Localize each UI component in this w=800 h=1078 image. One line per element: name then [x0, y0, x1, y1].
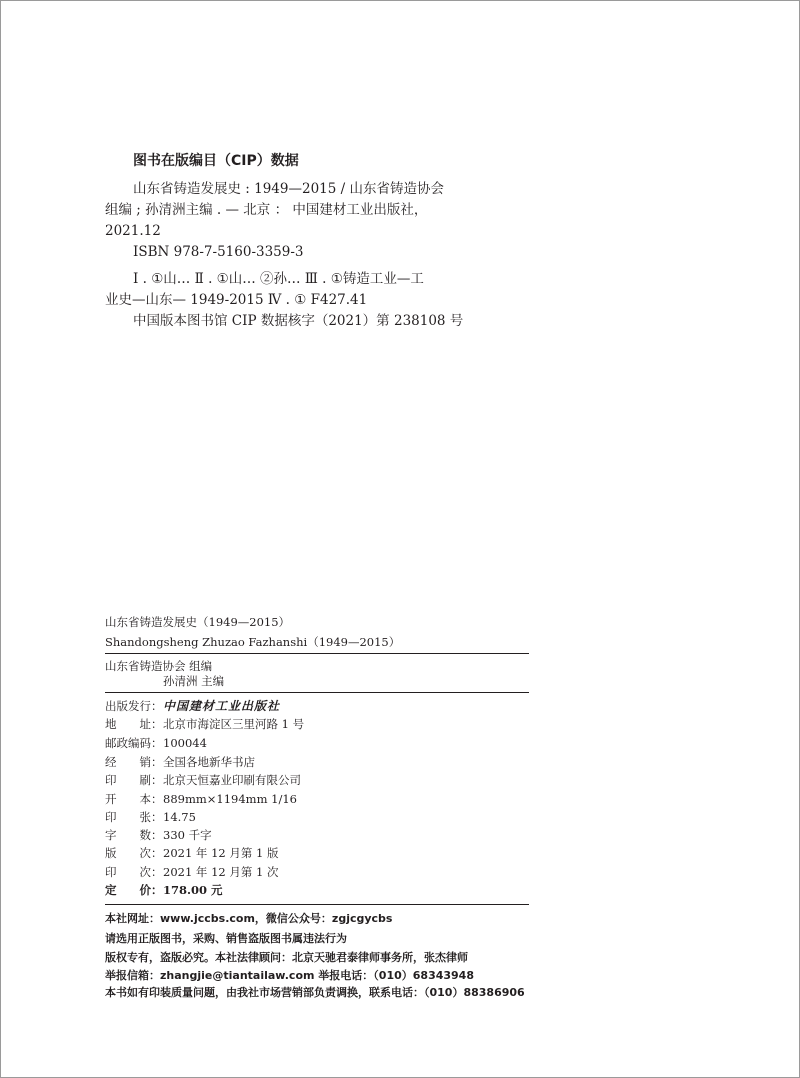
detail-value: 178.00 元 — [163, 883, 223, 897]
detail-key: 地 址： — [105, 717, 163, 731]
detail-word-count — [105, 827, 212, 843]
detail-key: 版 次： — [105, 846, 163, 860]
detail-value: 2021 年 12 月第 1 版 — [163, 846, 279, 860]
detail-sheets — [105, 809, 196, 825]
book-title-en: Shandongsheng Zhuzao Fazhanshi（1949—2015） — [105, 635, 401, 649]
detail-value: 北京天恒嘉业印刷有限公司 — [163, 773, 301, 787]
publisher-logo: 中国建材工业出版社 — [163, 699, 281, 713]
detail-value: 100044 — [163, 736, 207, 750]
cip-line-3: 2021.12 — [105, 223, 161, 239]
detail-edition — [105, 845, 279, 861]
detail-key: 邮政编码： — [105, 736, 163, 750]
detail-key: 字 数： — [105, 828, 163, 842]
detail-value: 2021 年 12 月第 1 次 — [163, 865, 279, 879]
notice-website: 本社网址：www.jccbs.com，微信公众号：zgjcgycbs — [105, 912, 393, 925]
notice-quality: 本书如有印装质量问题，由我社市场营销部负责调换，联系电话：（010）88386906 — [105, 986, 525, 999]
cip-title: 图书在版编目（CIP）数据 — [133, 153, 299, 169]
detail-value: 北京市海淀区三里河路 1 号 — [163, 717, 305, 731]
detail-key: 经 销： — [105, 755, 163, 769]
detail-postcode — [105, 735, 207, 751]
cip-line-1: 山东省铸造发展史 : 1949—2015 / 山东省铸造协会 — [133, 181, 444, 197]
detail-key: 印 张： — [105, 810, 163, 824]
detail-address — [105, 716, 304, 732]
cip-line-2: 组编 ; 孙清洲主编 . — 北京 ： 中国建材工业出版社， — [105, 202, 428, 218]
divider — [105, 904, 529, 905]
chief-editor: 孙清洲 主编 — [163, 674, 225, 688]
detail-value: 889mm×1194mm 1/16 — [163, 792, 297, 806]
detail-impression — [105, 864, 279, 880]
book-title-cn: 山东省铸造发展史（1949—2015） — [105, 615, 291, 629]
detail-key: 开 本： — [105, 792, 163, 806]
detail-key: 出版发行： — [105, 699, 163, 713]
divider — [105, 653, 529, 654]
detail-publisher — [105, 697, 280, 714]
detail-value: 330 千字 — [163, 828, 212, 842]
detail-value: 全国各地新华书店 — [163, 755, 255, 769]
detail-key: 定 价： — [105, 883, 163, 897]
editor-org: 山东省铸造协会 组编 — [105, 659, 213, 673]
notice-rights: 版权专有，盗版必究。本社法律顾问：北京天驰君泰律师事务所，张杰律师 — [105, 951, 468, 964]
cip-number: 中国版本图书馆 CIP 数据核字（2021）第 238108 号 — [133, 313, 464, 329]
detail-key: 印 刷： — [105, 773, 163, 787]
detail-format — [105, 791, 297, 807]
divider — [105, 692, 529, 693]
detail-key: 印 次： — [105, 865, 163, 879]
detail-value: 14.75 — [163, 810, 196, 824]
detail-price — [105, 882, 223, 898]
cip-isbn: ISBN 978-7-5160-3359-3 — [133, 244, 304, 260]
detail-printer — [105, 772, 301, 788]
cip-class-line-1: Ⅰ . ①山… Ⅱ . ①山… ②孙… Ⅲ . ①铸造工业—工 — [133, 271, 424, 287]
notice-piracy: 请选用正版图书，采购、销售盗版图书属违法行为 — [105, 932, 347, 945]
cip-class-line-2: 业史—山东— 1949-2015 Ⅳ . ① F427.41 — [105, 292, 368, 308]
cip-record — [105, 179, 450, 263]
detail-distributor — [105, 754, 255, 770]
cip-classification — [105, 269, 464, 332]
notice-report: 举报信箱：zhangjie@tiantailaw.com 举报电话：（010）68343948 — [105, 969, 474, 982]
